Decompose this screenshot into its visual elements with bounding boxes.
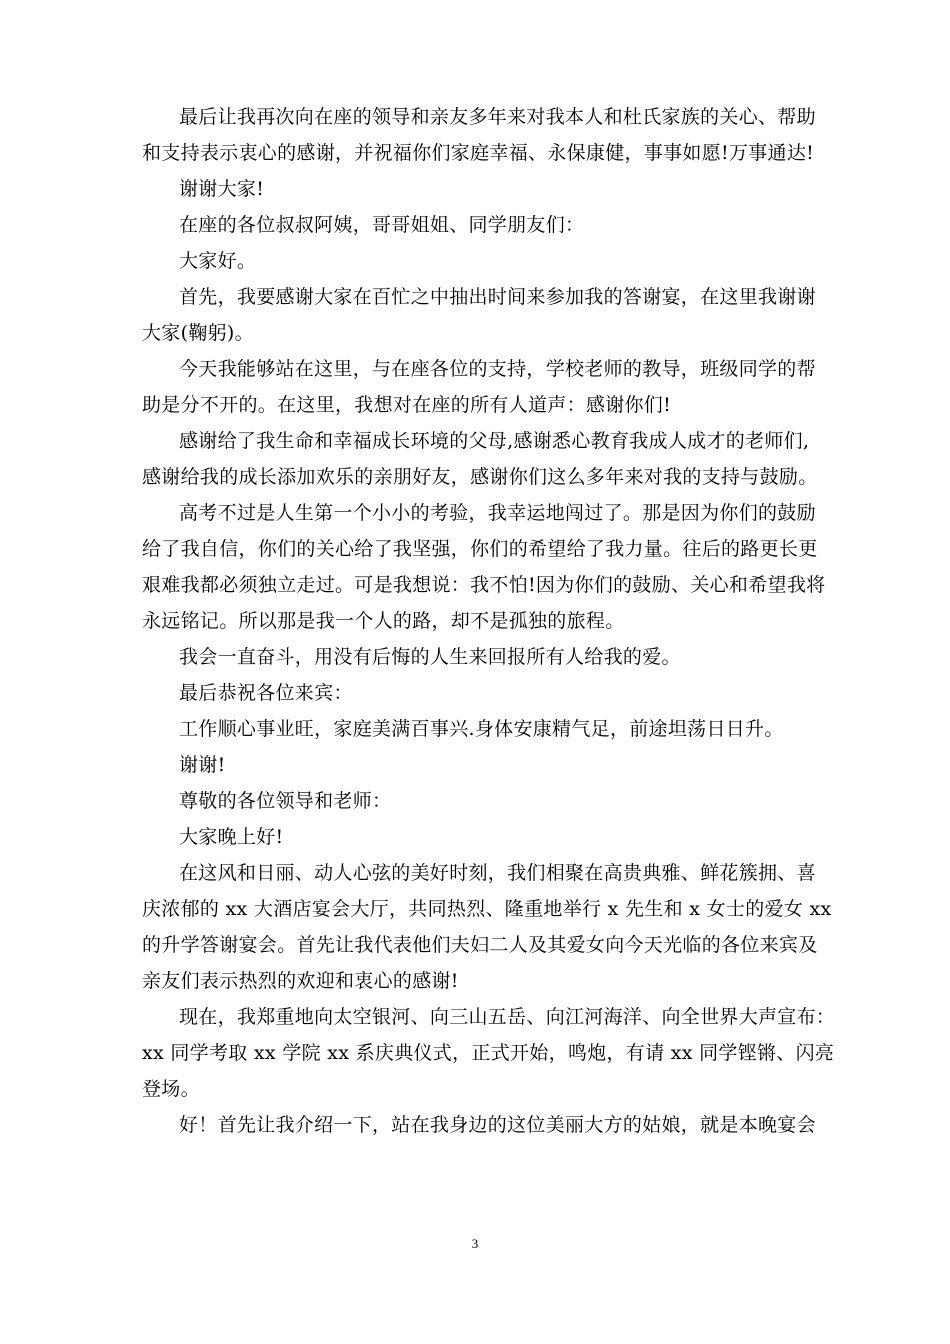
text-line: 大家晚上好! bbox=[179, 826, 284, 848]
text-line: 最后让我再次向在座的领导和亲友多年来对我本人和杜氏家族的关心、帮助 bbox=[179, 106, 816, 128]
text-line: 谢谢! bbox=[179, 754, 226, 776]
text-line: 庆浓郁的 xx 大酒店宴会大厅，共同热烈、隆重地举行 x 先生和 x 女士的爱女 xx bbox=[142, 898, 832, 920]
page-number: 3 bbox=[471, 1236, 479, 1251]
text-line: 好！首先让我介绍一下，站在我身边的这位美丽大方的姑娘，就是本晚宴会 bbox=[179, 1114, 816, 1136]
text-line: 艰难我都必须独立走过。可是我想说：我不怕!因为你们的鼓励、关心和希望我将 bbox=[142, 574, 826, 596]
text-line: 登场。 bbox=[142, 1078, 200, 1100]
text-line: 的升学答谢宴会。首先让我代表他们夫妇二人及其爱女向今天光临的各位来宾及 bbox=[142, 934, 818, 956]
text-line: 大家(鞠躬)。 bbox=[142, 322, 254, 344]
text-line: 今天我能够站在这里，与在座各位的支持，学校老师的教导，班级同学的帮 bbox=[179, 358, 816, 380]
text-line: 高考不过是人生第一个小小的考验，我幸运地闯过了。那是因为你们的鼓励 bbox=[179, 502, 816, 524]
text-line: 最后恭祝各位来宾： bbox=[179, 682, 353, 704]
text-line: 尊敬的各位领导和老师： bbox=[179, 790, 392, 812]
text-line: 和支持表示衷心的感谢，并祝福你们家庭幸福、永保康健，事事如愿!万事通达! bbox=[142, 142, 815, 164]
text-line: 我会一直奋斗，用没有后悔的人生来回报所有人给我的爱。 bbox=[179, 646, 681, 668]
text-line: 给了我自信，你们的关心给了我坚强，你们的希望给了我力量。往后的路更长更 bbox=[142, 538, 818, 560]
text-line: 在座的各位叔叔阿姨，哥哥姐姐、同学朋友们： bbox=[179, 214, 585, 236]
text-line: 首先，我要感谢大家在百忙之中抽出时间来参加我的答谢宴，在这里我谢谢 bbox=[179, 286, 816, 308]
text-line: 感谢给我的成长添加欢乐的亲朋好友，感谢你们这么多年来对我的支持与鼓励。 bbox=[142, 466, 818, 488]
text-line: 现在，我郑重地向太空银河、向三山五岳、向江河海洋、向全世界大声宣布： bbox=[179, 1006, 836, 1028]
text-line: 大家好。 bbox=[179, 250, 257, 272]
text-line: xx 同学考取 xx 学院 xx 系庆典仪式，正式开始，鸣炮，有请 xx 同学铿锵、闪亮 bbox=[142, 1042, 835, 1064]
text-line: 亲友们表示热烈的欢迎和衷心的感谢! bbox=[142, 970, 459, 992]
text-line: 在这风和日丽、动人心弦的美好时刻，我们相聚在高贵典雅、鲜花簇拥、喜 bbox=[179, 862, 816, 884]
text-line: 感谢给了我生命和幸福成长环境的父母,感谢悉心教育我成人成才的老师们, bbox=[179, 430, 810, 452]
text-line: 工作顺心事业旺，家庭美满百事兴.身体安康精气足，前途坦荡日日升。 bbox=[179, 718, 784, 740]
text-line: 谢谢大家! bbox=[179, 178, 265, 200]
text-line: 永远铭记。所以那是我一个人的路，却不是孤独的旅程。 bbox=[142, 610, 625, 632]
text-line: 助是分不开的。在这里，我想对在座的所有人道声：感谢你们! bbox=[142, 394, 672, 416]
